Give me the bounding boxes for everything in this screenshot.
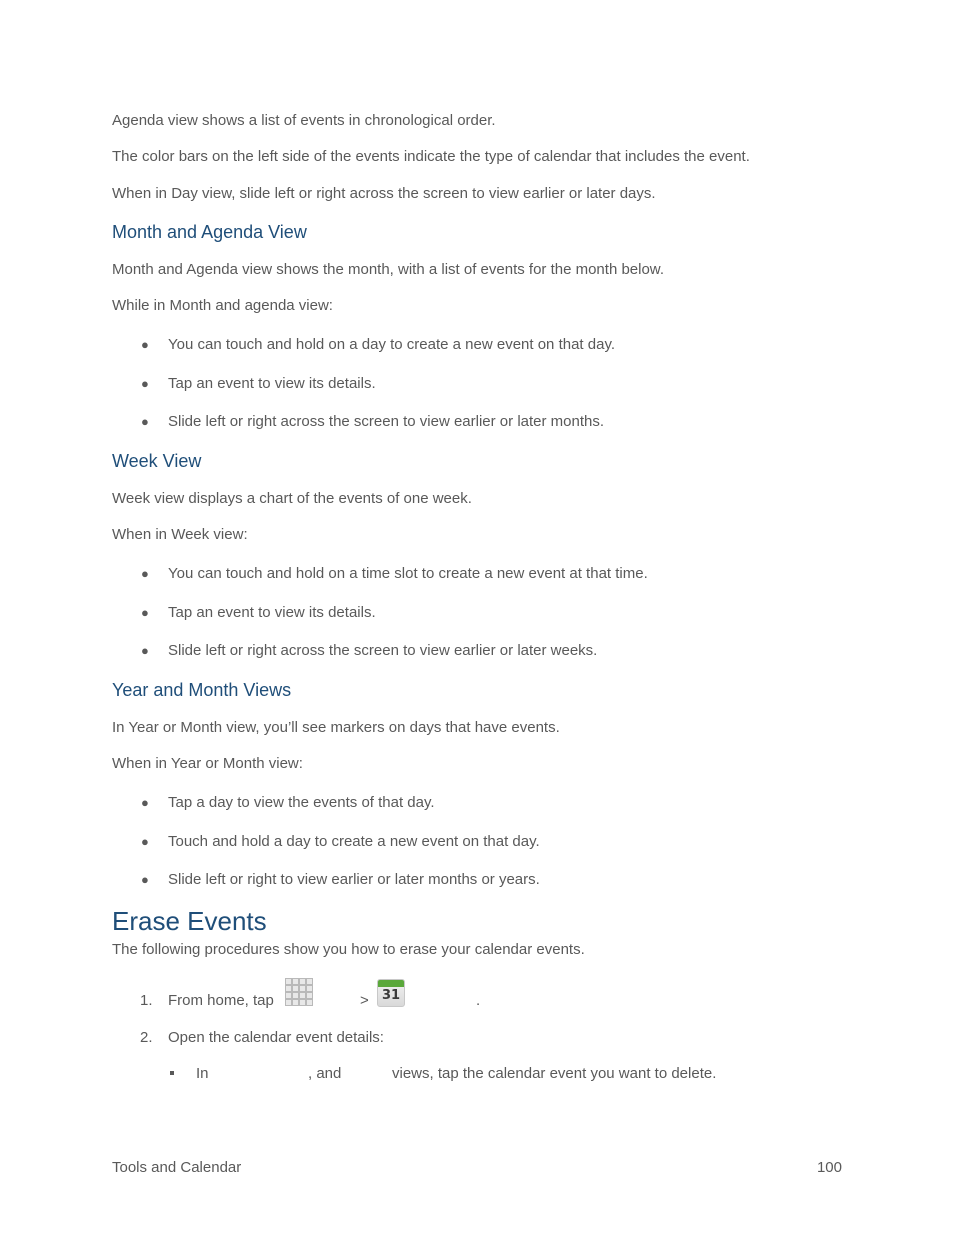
bullet-dot-icon: ●	[141, 795, 149, 810]
week-paragraph-2: When in Week view:	[112, 526, 248, 543]
intro-paragraph-3: When in Day view, slide left or right across the screen to view earlier or later days.	[112, 185, 656, 202]
step-number: 1.	[140, 992, 153, 1009]
list-item	[112, 794, 832, 812]
list-item-text: Tap an event to view its details.	[168, 375, 376, 392]
list-item-text: Slide left or right across the screen to view earlier or later weeks.	[168, 642, 598, 659]
list-item-text: Touch and hold a day to create a new event on that day.	[168, 833, 540, 850]
bullet-dot-icon: ●	[141, 337, 149, 352]
sub-step-and: , and	[308, 1065, 342, 1082]
list-item	[112, 604, 832, 622]
week-paragraph-1: Week view displays a chart of the events of one week.	[112, 490, 472, 507]
step-number: 2.	[140, 1029, 153, 1046]
heading-erase-events: Erase Events	[112, 906, 267, 936]
bullet-square-icon	[170, 1071, 174, 1075]
list-item	[112, 375, 832, 393]
heading-week-view: Week View	[112, 451, 202, 471]
year-month-paragraph-1: In Year or Month view, you’ll see markers on days that have events.	[112, 719, 560, 736]
list-item-text: You can touch and hold on a time slot to create a new event at that time.	[168, 565, 648, 582]
intro-paragraph-1: Agenda view shows a list of events in chronological order.	[112, 112, 496, 129]
footer-page-number: 100	[816, 1159, 842, 1176]
list-item-text: Tap an event to view its details.	[168, 604, 376, 621]
list-item	[112, 871, 832, 889]
calendar-icon-day: 31	[381, 988, 401, 1003]
month-agenda-paragraph-1: Month and Agenda view shows the month, with a list of events for the month below.	[112, 261, 664, 278]
apps-icon[interactable]	[285, 978, 313, 1006]
list-item	[112, 336, 832, 354]
step-2-text: Open the calendar event details:	[168, 1029, 384, 1046]
sub-step-in: In	[196, 1065, 209, 1082]
bullet-dot-icon: ●	[141, 376, 149, 391]
list-item-text: Tap a day to view the events of that day.	[168, 794, 435, 811]
sub-step-rest: views, tap the calendar event you want to delete.	[392, 1065, 717, 1082]
heading-month-agenda-view: Month and Agenda View	[112, 222, 307, 242]
list-item	[112, 642, 832, 660]
list-item-text: Slide left or right across the screen to view earlier or later months.	[168, 413, 605, 430]
calendar-app-icon[interactable]	[377, 979, 405, 1007]
document-page	[112, 0, 842, 1235]
bullet-dot-icon: ●	[141, 566, 149, 581]
bullet-dot-icon: ●	[141, 414, 149, 429]
year-month-paragraph-2: When in Year or Month view:	[112, 755, 303, 772]
bullet-dot-icon: ●	[141, 643, 149, 658]
erase-intro-paragraph: The following procedures show you how to erase your calendar events.	[112, 941, 585, 958]
month-agenda-paragraph-2: While in Month and agenda view:	[112, 297, 333, 314]
intro-paragraph-2: The color bars on the left side of the events indicate the type of calendar that includes the event.	[112, 148, 750, 165]
bullet-dot-icon: ●	[141, 834, 149, 849]
list-item	[112, 565, 832, 583]
bullet-dot-icon: ●	[141, 872, 149, 887]
heading-year-month-views: Year and Month Views	[112, 680, 292, 700]
calendar-icon-header	[378, 980, 404, 987]
list-item-text: You can touch and hold on a day to create a new event on that day.	[168, 336, 615, 353]
list-item	[112, 833, 832, 851]
step-1-separator: >	[360, 992, 369, 1009]
footer-section-title: Tools and Calendar	[112, 1159, 242, 1176]
list-item	[112, 413, 832, 431]
step-1-end: .	[476, 992, 481, 1009]
step-1-text: From home, tap	[168, 992, 274, 1009]
list-item-text: Slide left or right to view earlier or later months or years.	[168, 871, 540, 888]
bullet-dot-icon: ●	[141, 605, 149, 620]
